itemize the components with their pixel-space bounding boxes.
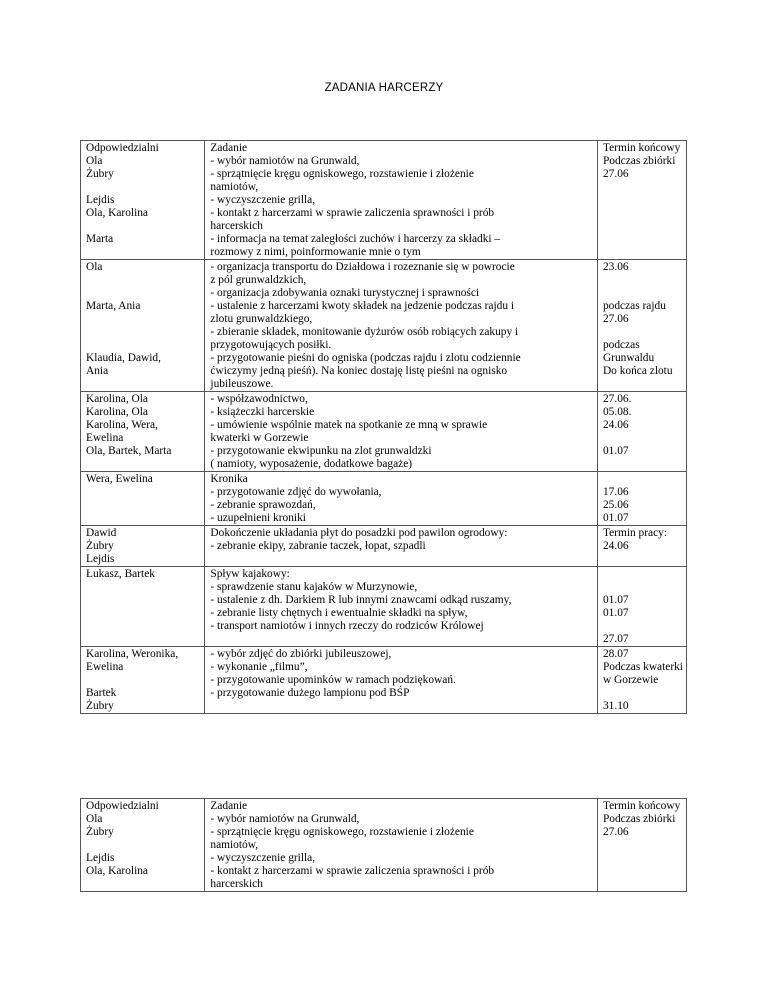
column-header: Zadanie xyxy=(210,142,248,154)
cell-line: - przygotowanie zdjęć do wywołania, xyxy=(210,486,382,498)
column-header: Termin końcowy xyxy=(602,142,681,154)
cell-left xyxy=(81,647,205,714)
cell-line: Spływ kajakowy: xyxy=(210,568,290,580)
cell-line: Podczas zbiórki xyxy=(602,155,676,167)
cell-line: Do końca zlotu xyxy=(602,365,673,377)
column-header: Termin końcowy xyxy=(602,800,681,812)
cell-line: Wera, Ewelina xyxy=(86,473,153,485)
cell-line: - zebranie sprawozdań, xyxy=(210,499,316,511)
task-table-2 xyxy=(80,798,687,892)
spacer xyxy=(603,620,682,633)
cell-line: 27.06 xyxy=(602,168,629,180)
cell-line: Żubry xyxy=(86,700,114,712)
cell-line: Podczas zbiórki xyxy=(602,813,676,825)
cell-middle xyxy=(205,392,598,472)
spacer xyxy=(86,839,200,852)
spacer xyxy=(210,633,593,646)
cell-line: - ustalenie z dh. Darkiem R lub innymi znawcami odkąd ruszamy, xyxy=(210,594,512,606)
cell-line: - informacja na temat zaległości zuchów i harcerzy za składki – xyxy=(210,233,501,245)
cell-line: 27.06 xyxy=(602,313,629,325)
cell-line: Lejdis xyxy=(86,194,115,206)
cell-line: Żubry xyxy=(86,826,114,838)
cell-middle xyxy=(205,799,598,892)
spacer xyxy=(603,473,682,486)
cell-line: Karolina, Weronika, xyxy=(86,648,179,660)
cell-line: - transport namiotów i innych rzeczy do rodziców Królowej xyxy=(210,620,484,632)
cell-line: - przygotowanie ekwipunku na zlot grunwaldzki xyxy=(210,445,432,457)
cell-line: przygotowujących posiłki. xyxy=(210,339,332,351)
cell-line: 24.06 xyxy=(602,419,629,431)
cell-middle xyxy=(205,141,598,260)
spacer xyxy=(603,432,682,445)
cell-line: podczas rajdu xyxy=(602,300,666,312)
task-table-1 xyxy=(80,140,687,714)
cell-line: 17.06 xyxy=(602,486,629,498)
cell-line: - zebranie ekipy, zabranie taczek, łopat, szpadli xyxy=(210,540,426,552)
cell-line: - zebranie listy chętnych i ewentualnie składki na spływ, xyxy=(210,607,468,619)
cell-line: - przygotowanie pieśni do ogniska (podczas rajdu i zlotu codziennie xyxy=(210,352,521,364)
spacer xyxy=(603,581,682,594)
cell-line: Ola xyxy=(86,261,103,273)
spacer xyxy=(603,287,682,300)
cell-line: - książeczki harcerskie xyxy=(210,406,315,418)
cell-line: Ania xyxy=(86,365,109,377)
cell-line: - uzupełnieni kroniki xyxy=(210,512,306,524)
cell-line: Ola, Karolina xyxy=(86,865,148,877)
cell-line: Żubry xyxy=(86,168,114,180)
cell-middle xyxy=(205,260,598,392)
cell-line: kwaterki w Gorzewie xyxy=(210,432,309,444)
cell-line: - wyczyszczenie grilla, xyxy=(210,194,316,206)
cell-line: Karolina, Wera, xyxy=(86,419,158,431)
cell-line: - organizacja transportu do Działdowa i rozeznanie się w powrocie xyxy=(210,261,515,273)
cell-line: 01.07 xyxy=(602,445,629,457)
cell-line: Klaudia, Dawid, xyxy=(86,352,161,364)
spacer xyxy=(86,674,200,687)
cell-right xyxy=(597,260,686,392)
cell-line: Marta xyxy=(86,233,114,245)
cell-middle xyxy=(205,526,598,567)
cell-line: Bartek xyxy=(86,687,117,699)
spacer xyxy=(603,274,682,287)
cell-right xyxy=(597,799,686,892)
spacer xyxy=(86,274,200,287)
cell-line: namiotów, xyxy=(210,839,259,851)
cell-line: - wyczyszczenie grilla, xyxy=(210,852,316,864)
spacer xyxy=(86,287,200,300)
cell-line: ćwiczymy jedną pieśń). Na koniec dostaję listę pieśni na ognisko xyxy=(210,365,508,377)
cell-left xyxy=(81,392,205,472)
cell-line: 01.07 xyxy=(602,594,629,606)
cell-line: 28.07 xyxy=(602,648,629,660)
spacer xyxy=(603,568,682,581)
cell-line: - sprzątnięcie kręgu ogniskowego, rozstawienie i złożenie xyxy=(210,168,474,180)
cell-left xyxy=(81,567,205,647)
cell-line: - organizacja zdobywania oznaki turystycznej i sprawności xyxy=(210,287,480,299)
cell-middle xyxy=(205,472,598,526)
spacer xyxy=(86,220,200,233)
cell-line: - sprzątnięcie kręgu ogniskowego, rozstawienie i złożenie xyxy=(210,826,474,838)
cell-line: 23.06 xyxy=(602,261,629,273)
cell-line: - kontakt z harcerzami w sprawie zaliczenia sprawności i prób xyxy=(210,207,495,219)
cell-line: - przygotowanie upominków w ramach podziękowań. xyxy=(210,674,456,686)
table-row xyxy=(81,392,687,472)
cell-line: Lejdis xyxy=(86,852,115,864)
cell-line: Grunwaldu xyxy=(602,352,655,364)
cell-line: - współzawodnictwo, xyxy=(210,393,308,405)
cell-line: Marta, Ania xyxy=(86,300,141,312)
cell-line: - wybór namiotów na Grunwald, xyxy=(210,155,360,167)
cell-line: - wybór zdjęć do zbiórki jubileuszowej, xyxy=(210,648,392,660)
table-row xyxy=(81,526,687,567)
cell-line: 01.07 xyxy=(602,512,629,524)
cell-line: Dokończenie układania płyt do posadzki pod pawilon ogrodowy: xyxy=(210,527,508,539)
column-header: Odpowiedzialni xyxy=(86,142,159,154)
cell-line: 31.10 xyxy=(602,700,629,712)
cell-line: 27.06. xyxy=(602,393,632,405)
cell-line: 05.08. xyxy=(602,406,632,418)
cell-middle xyxy=(205,647,598,714)
cell-line: Żubry xyxy=(86,540,114,552)
cell-line: ( namioty, wyposażenie, dodatkowe bagaże) xyxy=(210,458,413,470)
spacer xyxy=(603,326,682,339)
cell-left xyxy=(81,472,205,526)
table-row xyxy=(81,141,687,260)
cell-left xyxy=(81,141,205,260)
cell-line: Podczas kwaterki xyxy=(602,661,683,673)
cell-line: zlotu grunwaldzkiego, xyxy=(210,313,313,325)
cell-line: Ewelina xyxy=(86,661,124,673)
cell-line: Karolina, Ola xyxy=(86,393,148,405)
cell-line: 24.06 xyxy=(602,540,629,552)
cell-line: 27.07 xyxy=(602,633,629,645)
cell-line: Ewelina xyxy=(86,432,124,444)
spacer xyxy=(603,687,682,700)
cell-line: 25.06 xyxy=(602,499,629,511)
cell-right xyxy=(597,526,686,567)
cell-line: rozmowy z nimi, poinformowanie mnie o tym xyxy=(210,246,421,258)
cell-right xyxy=(597,472,686,526)
cell-line: Łukasz, Bartek xyxy=(86,568,155,580)
cell-line: - kontakt z harcerzami w sprawie zaliczenia sprawności i prób xyxy=(210,865,495,877)
cell-line: - wykonanie „filmu”, xyxy=(210,661,308,673)
cell-left xyxy=(81,799,205,892)
table-row xyxy=(81,799,687,892)
table-row xyxy=(81,260,687,392)
cell-line: - ustalenie z harcerzami kwoty składek na jedzenie podczas rajdu i xyxy=(210,300,515,312)
page-title: ZADANIA HARCERZY xyxy=(324,82,444,94)
cell-line: - wybór namiotów na Grunwald, xyxy=(210,813,360,825)
cell-line: w Gorzewie xyxy=(602,674,659,686)
spacer xyxy=(86,181,200,194)
cell-line: podczas xyxy=(602,339,640,351)
spacer xyxy=(86,326,200,339)
cell-line: - sprawdzenie stanu kajaków w Murzynowie, xyxy=(210,581,418,593)
cell-left xyxy=(81,260,205,392)
cell-line: jubileuszowe. xyxy=(210,378,274,390)
cell-line: Karolina, Ola xyxy=(86,406,148,418)
cell-line: - zbieranie składek, monitowanie dyżurów osób robiących zakupy i xyxy=(210,326,519,338)
cell-right xyxy=(597,567,686,647)
table-row xyxy=(81,647,687,714)
cell-line: Ola xyxy=(86,813,103,825)
spacer xyxy=(86,313,200,326)
cell-line: Ola xyxy=(86,155,103,167)
cell-right xyxy=(597,141,686,260)
spacer xyxy=(86,339,200,352)
column-header: Zadanie xyxy=(210,800,248,812)
table-row xyxy=(81,567,687,647)
cell-line: namiotów, xyxy=(210,181,259,193)
cell-line: Ola, Karolina xyxy=(86,207,148,219)
cell-line: Termin pracy: xyxy=(602,527,667,539)
column-header: Odpowiedzialni xyxy=(86,800,159,812)
cell-line: harcerskich xyxy=(210,220,263,232)
cell-right xyxy=(597,647,686,714)
cell-line: Ola, Bartek, Marta xyxy=(86,445,172,457)
cell-line: z pól grunwaldzkich, xyxy=(210,274,307,286)
cell-line: Lejdis xyxy=(86,553,115,565)
cell-line: - umówienie wspólnie matek na spotkanie ze mną w sprawie xyxy=(210,419,488,431)
cell-line: 27.06 xyxy=(602,826,629,838)
cell-line: harcerskich xyxy=(210,878,263,890)
cell-right xyxy=(597,392,686,472)
cell-line: Kronika xyxy=(210,473,248,485)
cell-line: 01.07 xyxy=(602,607,629,619)
cell-left xyxy=(81,526,205,567)
cell-line: - przygotowanie dużego lampionu pod BŚP xyxy=(210,687,410,699)
cell-middle xyxy=(205,567,598,647)
table-row xyxy=(81,472,687,526)
cell-line: Dawid xyxy=(86,527,117,539)
